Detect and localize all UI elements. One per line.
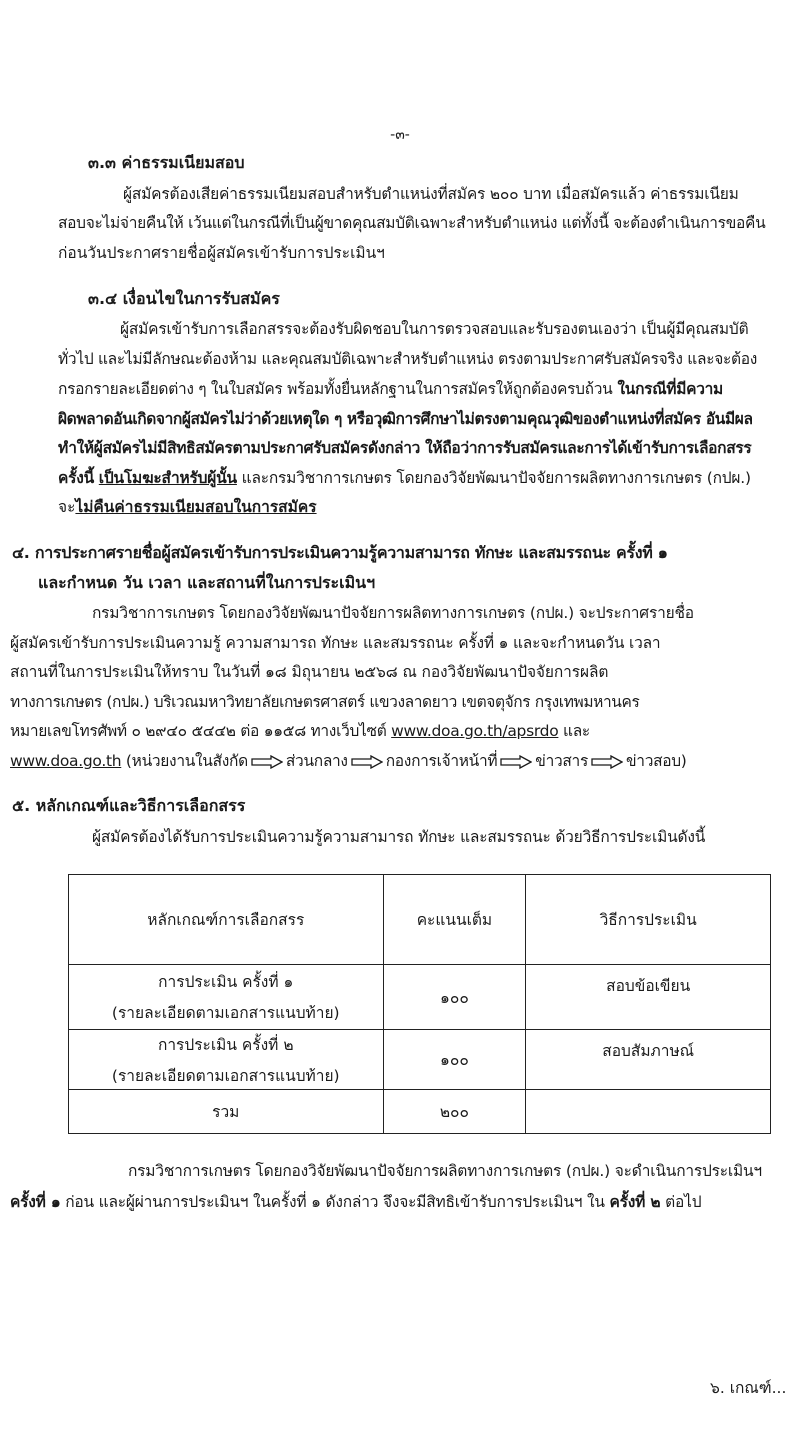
s5-intro: ผู้สมัครต้องได้รับการประเมินความรู้ความสามารถ ทักษะ และสมรรถนะ ด้วยวิธีการประเมินดังนี้ [92, 828, 706, 846]
section-3-3-heading: ๓.๓ ค่าธรรมเนียมสอบ [88, 153, 245, 172]
website-link-apsrdo[interactable]: www.doa.go.th/apsrdo [391, 722, 559, 740]
table-header-row [69, 875, 771, 965]
arrow-right-icon [500, 755, 532, 769]
table-row [69, 1030, 771, 1090]
arrow-right-icon [591, 755, 623, 769]
s33-line-3: ก่อนวันประกาศรายชื่อผู้สมัครเข้ารับการประเมินฯ [58, 244, 385, 262]
table-cell-method: สอบข้อเขียน [526, 965, 771, 1030]
s34-line-4: ผิดพลาดอันเกิดจากผู้สมัครไม่ว่าด้วยเหตุใด ๆ หรือวุฒิการศึกษาไม่ตรงตามคุณวุฒิของตำแหน่งที่สมัคร อันมีผล [58, 410, 753, 428]
s33-line-1: ผู้สมัครต้องเสียค่าธรรมเนียมสอบสำหรับตำแหน่งที่สมัคร ๒๐๐ บาท เมื่อสมัครแล้ว ค่าธรรมเนียม [123, 185, 739, 203]
table-cell-method: สอบสัมภาษณ์ [526, 1030, 771, 1090]
nav-step-1: (หน่วยงานในสังกัด [125, 752, 248, 770]
s4-line-4: ทางการเกษตร (กปผ.) บริเวณมหาวิทยาลัยเกษตรศาสตร์ แขวงลาดยาว เขตจตุจักร กรุงเทพมหานคร [10, 693, 640, 711]
closing-line-1: กรมวิชาการเกษตร โดยกองวิจัยพัฒนาปัจจัยการผลิตทางการเกษตร (กปผ.) จะดำเนินการประเมินฯ [128, 1162, 762, 1180]
table-header: วิธีการประเมิน [526, 875, 771, 965]
arrow-right-icon [351, 755, 383, 769]
section-4-heading-1: ๔. การประกาศรายชื่อผู้สมัครเข้ารับการประเมินความรู้ความสามารถ ทักษะ และสมรรถนะ ครั้งที่ ๑ [12, 543, 668, 562]
table-total-label: รวม [69, 1090, 384, 1134]
table-cell-criteria: การประเมิน ครั้งที่ ๑ (รายละเอียดตามเอกสารแนบท้าย) [69, 965, 384, 1030]
nav-step-3: กองการเจ้าหน้าที่ [385, 752, 498, 770]
s34-line-3: กรอกรายละเอียดต่าง ๆ ในใบสมัคร พร้อมทั้งยื่นหลักฐานในการสมัครให้ถูกต้องครบถ้วน ในกรณีที่มีความ [58, 380, 723, 398]
s34-line-6: ครั้งนี้ เป็นโมฆะสำหรับผู้นั้น และกรมวิชาการเกษตร โดยกองวิจัยพัฒนาปัจจัยการผลิตทางการเกษตร (กปผ.) [58, 469, 751, 487]
table-cell-criteria: การประเมิน ครั้งที่ ๒ (รายละเอียดตามเอกสารแนบท้าย) [69, 1030, 384, 1090]
section-4-heading-2: และกำหนด วัน เวลา และสถานที่ในการประเมินฯ [38, 573, 376, 592]
s33-line-2: สอบจะไม่จ่ายคืนให้ เว้นแต่ในกรณีที่เป็นผู้ขาดคุณสมบัติเฉพาะสำหรับตำแหน่ง แต่ทั้งนี้ จะต้องดำเนินการขอคืน [58, 214, 766, 232]
s4-line-1: กรมวิชาการเกษตร โดยกองวิจัยพัฒนาปัจจัยการผลิตทางการเกษตร (กปผ.) จะประกาศรายชื่อ [92, 604, 694, 622]
s34-line-7: จะไม่คืนค่าธรรมเนียมสอบในการสมัคร [58, 498, 317, 516]
section-3-4-heading: ๓.๔ เงื่อนไขในการรับสมัคร [88, 289, 280, 308]
table-cell-score: ๑๐๐ [383, 965, 526, 1030]
table-header: หลักเกณฑ์การเลือกสรร [69, 875, 384, 965]
website-link-doa[interactable]: www.doa.go.th [10, 752, 122, 770]
criteria-table [68, 874, 771, 1134]
s4-line-2: ผู้สมัครเข้ารับการประเมินความรู้ ความสามารถ ทักษะ และสมรรถนะ ครั้งที่ ๑ และจะกำหนดวัน เวลา [10, 634, 661, 652]
s4-line-6 [10, 748, 687, 773]
nav-step-4: ข่าวสาร [535, 752, 588, 770]
table-cell-score: ๑๐๐ [383, 1030, 526, 1090]
table-total-score: ๒๐๐ [383, 1090, 526, 1134]
s34-line-5: ทำให้ผู้สมัครไม่มีสิทธิสมัครตามประกาศรับสมัครดังกล่าว ให้ถือว่าการรับสมัครและการได้เข้ารับการเลือกสรร [58, 439, 752, 457]
nav-step-5: ข่าวสอบ) [626, 752, 687, 770]
closing-line-2: ครั้งที่ ๑ ก่อน และผู้ผ่านการประเมินฯ ในครั้งที่ ๑ ดังกล่าว จึงจะมีสิทธิเข้ารับการประเมินฯ ใน ครั้งที่ ๒ ต่อไป [10, 1193, 702, 1211]
table-row [69, 965, 771, 1030]
nav-step-2: ส่วนกลาง [285, 752, 348, 770]
table-header: คะแนนเต็ม [383, 875, 526, 965]
s4-line-3: สถานที่ในการประเมินให้ทราบ ในวันที่ ๑๘ มิถุนายน ๒๕๖๘ ณ กองวิจัยพัฒนาปัจจัยการผลิต [10, 663, 609, 681]
page-number: -๓- [390, 127, 410, 143]
s34-line-1: ผู้สมัครเข้ารับการเลือกสรรจะต้องรับผิดชอบในการตรวจสอบและรับรองตนเองว่า เป็นผู้มีคุณสมบัติ [120, 320, 749, 338]
s4-line-5: หมายเลขโทรศัพท์ ๐ ๒๙๔๐ ๕๔๔๒ ต่อ ๑๑๕๘ ทางเว็บไซต์ www.doa.go.th/apsrdo และ [10, 722, 590, 740]
s34-line-2: ทั่วไป และไม่มีลักษณะต้องห้าม และคุณสมบัติเฉพาะสำหรับตำแหน่ง ตรงตามประกาศรับสมัครจริง และจะต้อง [58, 350, 758, 368]
next-page-marker: ๖. เกณฑ์... [710, 1379, 787, 1397]
section-5-heading: ๕. หลักเกณฑ์และวิธีการเลือกสรร [12, 796, 246, 815]
table-total-row [69, 1090, 771, 1134]
arrow-right-icon [251, 755, 283, 769]
